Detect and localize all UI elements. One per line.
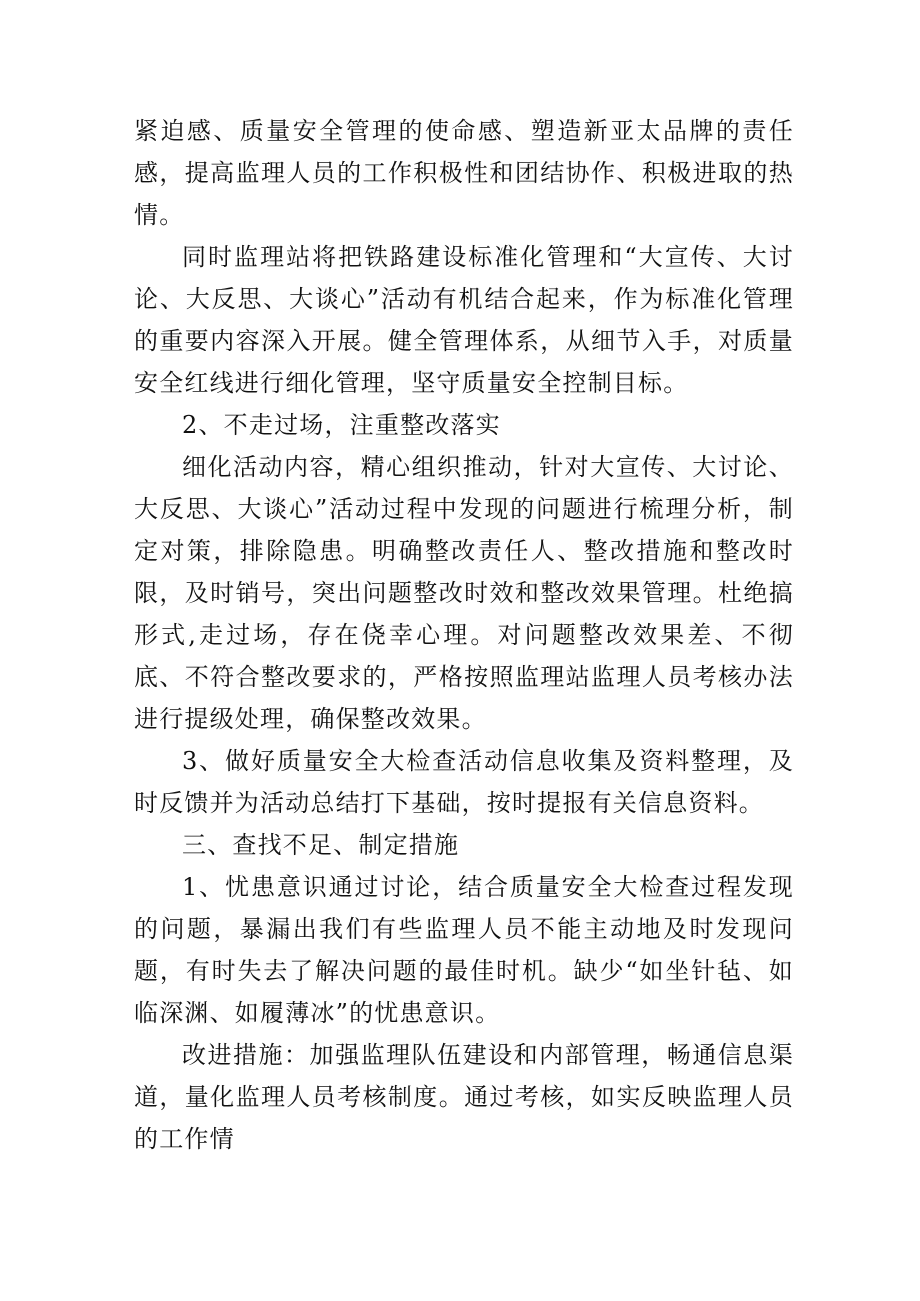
section-heading-shortcomings: 三、查找不足、制定措施 xyxy=(182,831,460,859)
paragraph-information-collection: 3、做好质量安全大检查活动信息收集及资料整理，及时反馈并为活动总结打下基础，按时提报有关信息资料。 xyxy=(134,747,794,817)
section-heading-rectification: 2、不走过场，注重整改落实 xyxy=(182,411,501,439)
paragraph-continuation: 紧迫感、质量安全管理的使命感、塑造新亚太品牌的责任感，提高监理人员的工作积极性和团结协作、积极进取的热情。 xyxy=(134,117,794,229)
paragraph-rectification-details: 细化活动内容，精心组织推动，针对大宣传、大讨论、大反思、大谈心”活动过程中发现的问题进行梳理分析，制定对策，排除隐患。明确整改责任人、整改措施和整改时限，及时销号，突出问题整改时效和整改效果管理。杜绝搞形式,走过场，存在侥幸心理。对问题整改效果差、不彻底、不符合整改要求的，严格按照监理站监理人员考核办法进行提级处理，确保整改效果。 xyxy=(134,453,794,733)
paragraph-crisis-awareness: 1、忧患意识通过讨论，结合质量安全大检查过程发现的问题，暴漏出我们有些监理人员不能主动地及时发现问题，有时失去了解决问题的最佳时机。缺少“如坐针毡、如临深渊、如履薄冰”的忧患意识。 xyxy=(134,873,794,1027)
paragraph-improvement-measures: 改进措施：加强监理队伍建设和内部管理，畅通信息渠道，量化监理人员考核制度。通过考核，如实反映监理人员的工作情 xyxy=(134,1041,794,1153)
document-body xyxy=(134,110,794,1160)
paragraph-standardization: 同时监理站将把铁路建设标准化管理和“大宣传、大讨论、大反思、大谈心”活动有机结合起来，作为标准化管理的重要内容深入开展。健全管理体系，从细节入手，对质量安全红线进行细化管理，坚守质量安全控制目标。 xyxy=(134,243,794,397)
